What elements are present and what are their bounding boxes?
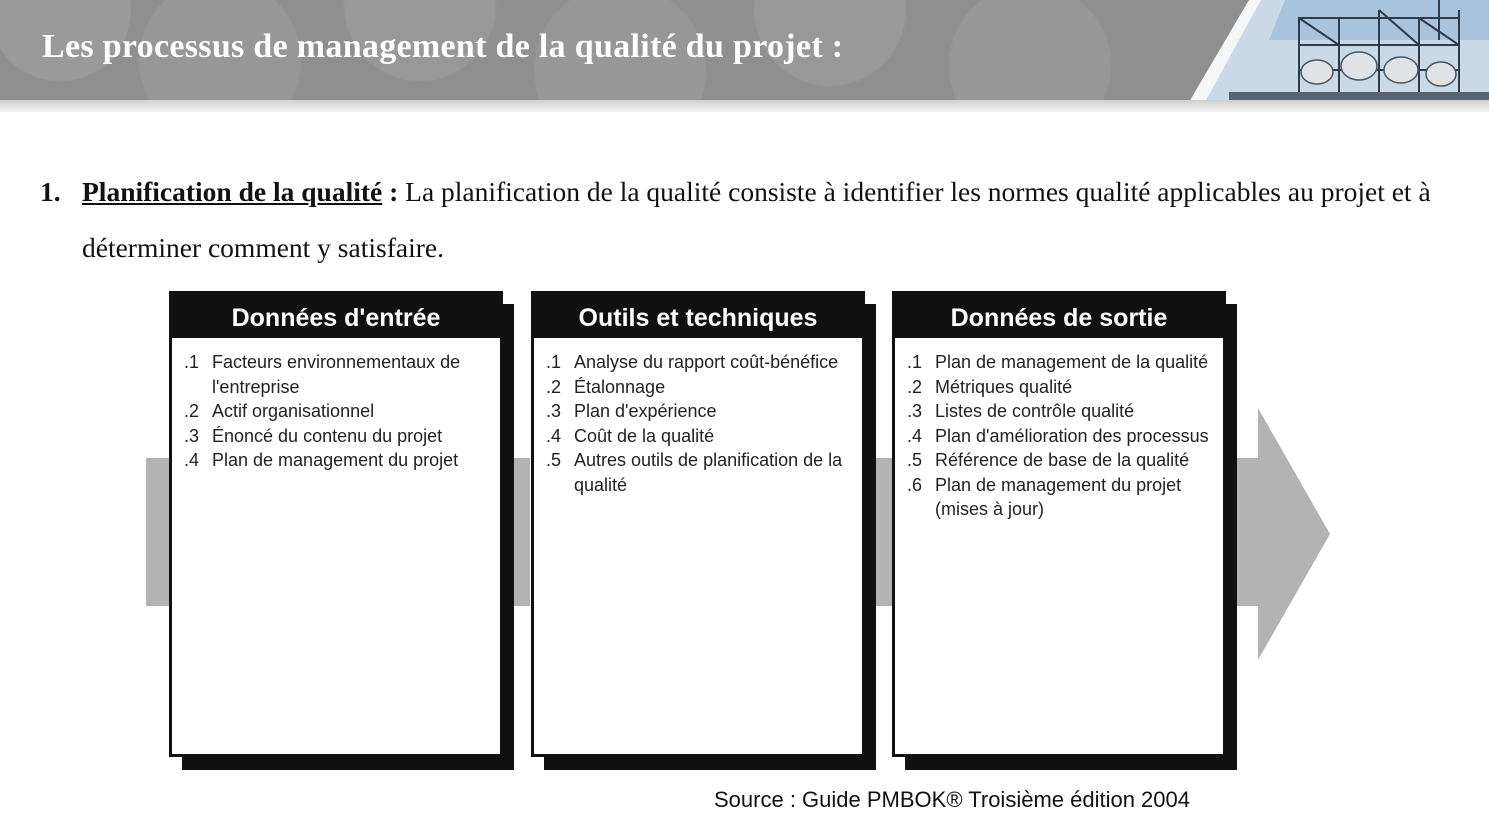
item-text: Plan d'expérience [574,401,717,421]
list-item [907,375,1213,400]
list-item [907,350,1213,375]
item-number: .1 [184,352,200,372]
list-item [546,424,852,449]
page-title: Les processus de management de la qualité du projet : [42,28,844,65]
item-text: Plan de management de la qualité [935,352,1209,372]
item-text: Coût de la qualité [574,425,715,446]
list-item [184,399,490,424]
flow-arrow-icon [1236,408,1332,660]
item-number: .5 [546,450,562,470]
column-item-list [546,350,852,497]
item-number: .2 [546,376,562,397]
list-item [907,473,1213,522]
list-item [907,424,1213,449]
item-text: Étalonnage [574,376,666,397]
column-inputs [169,291,503,757]
list-item [184,424,490,449]
intro-colon: : [382,176,399,207]
item-number: .1 [907,352,923,372]
item-text: Actif organisationnel [212,401,375,421]
item-number: .1 [546,352,562,372]
list-item [184,448,490,473]
source-caption: Source : Guide PMBOK® Troisième édition 2004 [714,787,1190,812]
connector-1-2 [514,458,530,606]
item-text: Plan de management du projet [212,450,459,470]
intro-term: Planification de la qualité [82,176,383,207]
intro-definition: La planification de la qualité consiste à identifier les normes qualité applicables au projet et à déterminer comment y satisfaire. [82,176,1431,263]
column-title: Outils et techniques [534,294,862,338]
column-item-list [184,350,490,473]
list-item [546,399,852,424]
item-text: Métriques qualité [935,376,1073,397]
item-text: Analyse du rapport coût-bénéfice [574,352,839,372]
item-number: .4 [184,450,200,470]
connector-2-3 [876,458,892,606]
item-text: Plan d'amélioration des processus [935,425,1209,446]
column-tools [531,291,865,757]
list-item [907,399,1213,424]
list-item [546,375,852,400]
list-item [184,350,490,399]
item-text: Facteurs environnementaux de l'entreprise [212,352,461,397]
list-item [546,350,852,375]
item-number: .6 [907,474,923,495]
item-text: Autres outils de planification de la qualité [574,450,843,495]
column-title: Données d'entrée [172,294,500,338]
list-item [907,448,1213,473]
item-number: .2 [184,401,200,421]
item-text: Listes de contrôle qualité [935,401,1135,421]
list-item [546,448,852,497]
item-number: .5 [907,450,923,470]
item-number: .4 [907,425,923,446]
column-outputs [892,291,1226,757]
column-title: Données de sortie [895,294,1223,338]
item-number: .3 [184,425,200,446]
item-text: Énoncé du contenu du projet [212,425,443,446]
item-number: .3 [546,401,562,421]
list-number: 1. [40,176,61,207]
item-text: Plan de management du projet (mises à jour) [935,474,1182,519]
item-number: .2 [907,376,923,397]
item-text: Référence de base de la qualité [935,450,1190,470]
item-number: .3 [907,401,923,421]
item-number: .4 [546,425,562,446]
column-item-list [907,350,1213,522]
